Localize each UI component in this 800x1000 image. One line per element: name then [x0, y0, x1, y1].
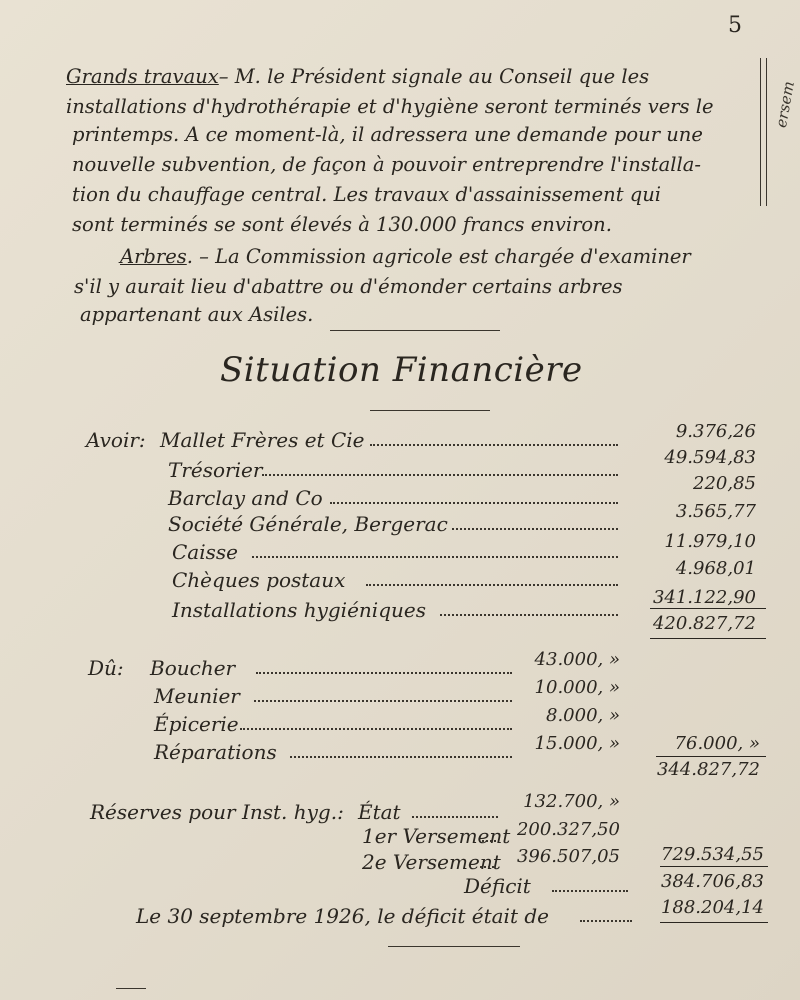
grands-travaux-line: installations d'hydrothérapie et d'hygiène seront terminés vers le — [66, 95, 714, 118]
sum-rule — [660, 866, 768, 867]
du-item-name: Réparations — [154, 740, 277, 764]
reserves-label: Réserves pour Inst. hyg.: — [90, 800, 344, 824]
grands-travaux-line: Grands travaux– M. le Président signale au Conseil que les — [66, 65, 650, 88]
leader-dots — [254, 700, 512, 702]
sum-rule — [650, 638, 766, 639]
leader-dots — [240, 728, 512, 730]
bottom-mark — [116, 988, 146, 989]
leader-dots — [452, 528, 618, 530]
leader-dots — [370, 444, 618, 446]
closing-divider — [388, 946, 520, 947]
arbres-line: s'il y aurait lieu d'abattre ou d'émonder certains arbres — [74, 275, 623, 298]
du-label: Dû: — [88, 656, 124, 680]
leader-dots — [440, 614, 618, 616]
avoir-item-name: Trésorier — [168, 458, 263, 482]
deficit-amount: 384.706,83 — [660, 871, 764, 892]
reserves-item-name: État — [358, 800, 401, 824]
leader-dots — [262, 474, 618, 476]
leader-dots — [330, 502, 618, 504]
reserves-item-amount: 132.700, » — [523, 791, 620, 812]
page-number: 5 — [728, 13, 742, 38]
leader-dots — [256, 672, 512, 674]
avoir-label: Avoir: — [86, 428, 146, 452]
avoir-item-name: Barclay and Co — [168, 486, 323, 510]
arbres-line: Arbres. – La Commission agricole est chargée d'examiner — [120, 245, 691, 268]
leader-dots — [552, 890, 628, 892]
du-subtotal: 76.000, » — [674, 733, 760, 754]
avoir-item-amount: 9.376,26 — [675, 421, 756, 442]
margin-note: ersem — [772, 79, 798, 130]
avoir-total: 420.827,72 — [652, 613, 756, 634]
grands-travaux-heading: Grands travaux — [66, 65, 219, 88]
leader-dots — [412, 816, 498, 818]
section-divider — [330, 330, 500, 331]
arbres-heading: Arbres — [120, 245, 187, 268]
closing-amount: 188.204,14 — [660, 897, 764, 918]
leader-dots — [480, 866, 494, 868]
avoir-item-name: Chèques postaux — [172, 568, 346, 592]
deficit-label: Déficit — [464, 874, 531, 898]
leader-dots — [482, 840, 496, 842]
du-item-name: Meunier — [154, 684, 240, 708]
reserves-total: 729.534,55 — [660, 844, 764, 865]
reserves-item-name: 1er Versement — [362, 824, 511, 848]
avoir-item-amount: 11.979,10 — [664, 531, 756, 552]
leader-dots — [580, 920, 632, 922]
grands-travaux-line: sont terminés se sont élevés à 130.000 francs environ. — [72, 213, 612, 236]
reserves-item-amount: 396.507,05 — [516, 846, 620, 867]
du-item-amount: 8.000, » — [546, 705, 620, 726]
du-item-name: Boucher — [150, 656, 236, 680]
avoir-item-name: Société Générale, Bergerac — [168, 512, 448, 536]
avoir-item-amount: 341.122,90 — [652, 587, 756, 608]
leader-dots — [290, 756, 512, 758]
sum-rule — [660, 922, 768, 923]
leader-dots — [252, 556, 618, 558]
avoir-item-amount: 3.565,77 — [675, 501, 756, 522]
grands-travaux-line: nouvelle subvention, de façon à pouvoir entreprendre l'installa- — [72, 153, 701, 176]
avoir-item-name: Mallet Frères et Cie — [160, 428, 365, 452]
avoir-item-amount: 4.968,01 — [675, 558, 756, 579]
du-item-amount: 10.000, » — [534, 677, 620, 698]
leader-dots — [366, 584, 618, 586]
avoir-item-name: Caisse — [172, 540, 238, 564]
sum-rule — [656, 756, 766, 757]
grands-travaux-line: printemps. A ce moment-là, il adressera une demande pour une — [72, 123, 703, 146]
du-item-amount: 15.000, » — [534, 733, 620, 754]
closing-statement: Le 30 septembre 1926, le déficit était de — [136, 904, 549, 928]
sum-rule — [650, 608, 766, 609]
reserves-item-name: 2e Versement — [362, 850, 501, 874]
page-title: Situation Financière — [220, 350, 583, 390]
title-underline — [370, 410, 490, 411]
reserves-item-amount: 200.327,50 — [516, 819, 620, 840]
margin-bracket-line — [766, 58, 767, 206]
avoir-item-amount: 49.594,83 — [664, 447, 756, 468]
du-item-amount: 43.000, » — [534, 649, 620, 670]
arbres-line: appartenant aux Asiles. — [80, 303, 314, 326]
du-net: 344.827,72 — [656, 759, 760, 780]
du-item-name: Épicerie — [154, 712, 239, 736]
grands-travaux-line: tion du chauffage central. Les travaux d'assainissement qui — [72, 183, 662, 206]
avoir-item-amount: 220,85 — [693, 473, 756, 494]
avoir-item-name: Installations hygiéniques — [172, 598, 426, 622]
